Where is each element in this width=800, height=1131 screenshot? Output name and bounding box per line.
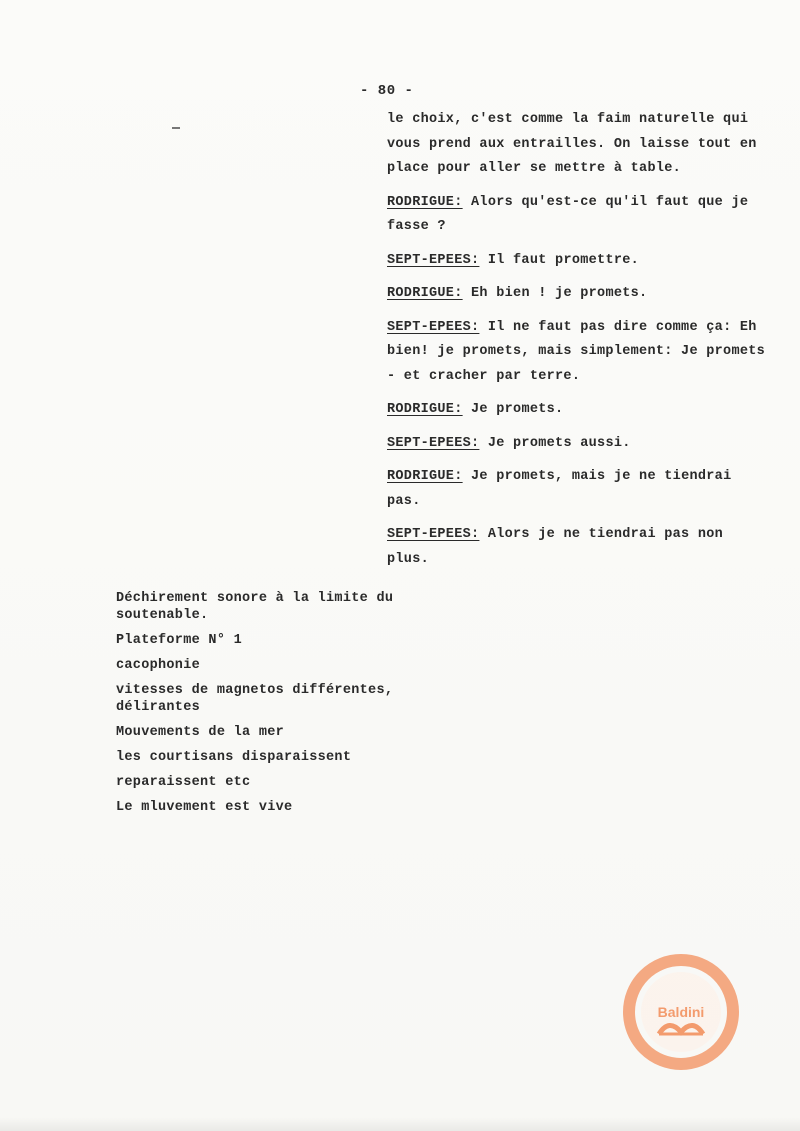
dialogue-text: Il ne faut pas dire comme ça: Eh bien! je promets, mais simplement: Je promets - et cracher par terre. xyxy=(387,319,766,384)
dialogue-column xyxy=(387,108,767,581)
dialogue-line xyxy=(387,523,767,572)
dialogue-line xyxy=(387,108,767,182)
page-number: - 80 - xyxy=(360,83,414,99)
dialogue-line xyxy=(387,282,767,307)
stray-mark xyxy=(172,127,180,129)
page-edge-shadow xyxy=(0,1117,800,1131)
dialogue-text: le choix, c'est comme la faim naturelle qui vous prend aux entrailles. On laisse tout en place pour aller se mettre à table. xyxy=(387,112,757,176)
stamp-text: Baldini xyxy=(657,1004,705,1020)
dialogue-line xyxy=(387,432,767,457)
direction-line: cacophonie xyxy=(116,658,201,673)
direction-line: Le mluvement est vive xyxy=(116,800,293,815)
speaker-name: SEPT-EPEES: xyxy=(387,527,480,542)
dialogue-line xyxy=(387,316,767,390)
library-stamp-logo xyxy=(621,952,741,1072)
dialogue-text: Je promets. xyxy=(471,402,564,417)
dialogue-line xyxy=(387,398,767,423)
dialogue-text: Je promets aussi. xyxy=(487,435,631,451)
dialogue-line xyxy=(387,249,767,274)
direction-line: Mouvements de la mer xyxy=(116,725,285,740)
direction-line: reparaissent etc xyxy=(116,775,251,790)
speaker-name: RODRIGUE: xyxy=(387,469,463,484)
speaker-name: RODRIGUE: xyxy=(387,402,463,417)
dialogue-text: Alors qu'est-ce qu'il faut que je fasse ? xyxy=(387,194,749,234)
direction-line: Plateforme N° 1 xyxy=(116,633,243,648)
speaker-name: RODRIGUE: xyxy=(387,286,463,301)
dialogue-text: Alors je ne tiendrai pas non plus. xyxy=(387,527,724,567)
direction-line: Déchirement sonore à la limite du soutenable. xyxy=(116,591,394,623)
speaker-name: SEPT-EPEES: xyxy=(387,435,480,451)
direction-line: les courtisans disparaissent xyxy=(116,750,352,765)
speaker-name: RODRIGUE: xyxy=(387,194,463,210)
speaker-name: SEPT-EPEES: xyxy=(387,252,480,268)
direction-line: vitesses de magnetos différentes, délirantes xyxy=(116,683,394,715)
dialogue-text: Il faut promettre. xyxy=(487,252,640,268)
speaker-name: SEPT-EPEES: xyxy=(387,319,480,335)
dialogue-text: Je promets, mais je ne tiendrai pas. xyxy=(387,469,732,509)
dialogue-text: Eh bien ! je promets. xyxy=(471,286,648,301)
dialogue-line xyxy=(387,465,767,514)
dialogue-line xyxy=(387,191,767,240)
stage-directions xyxy=(116,590,436,824)
